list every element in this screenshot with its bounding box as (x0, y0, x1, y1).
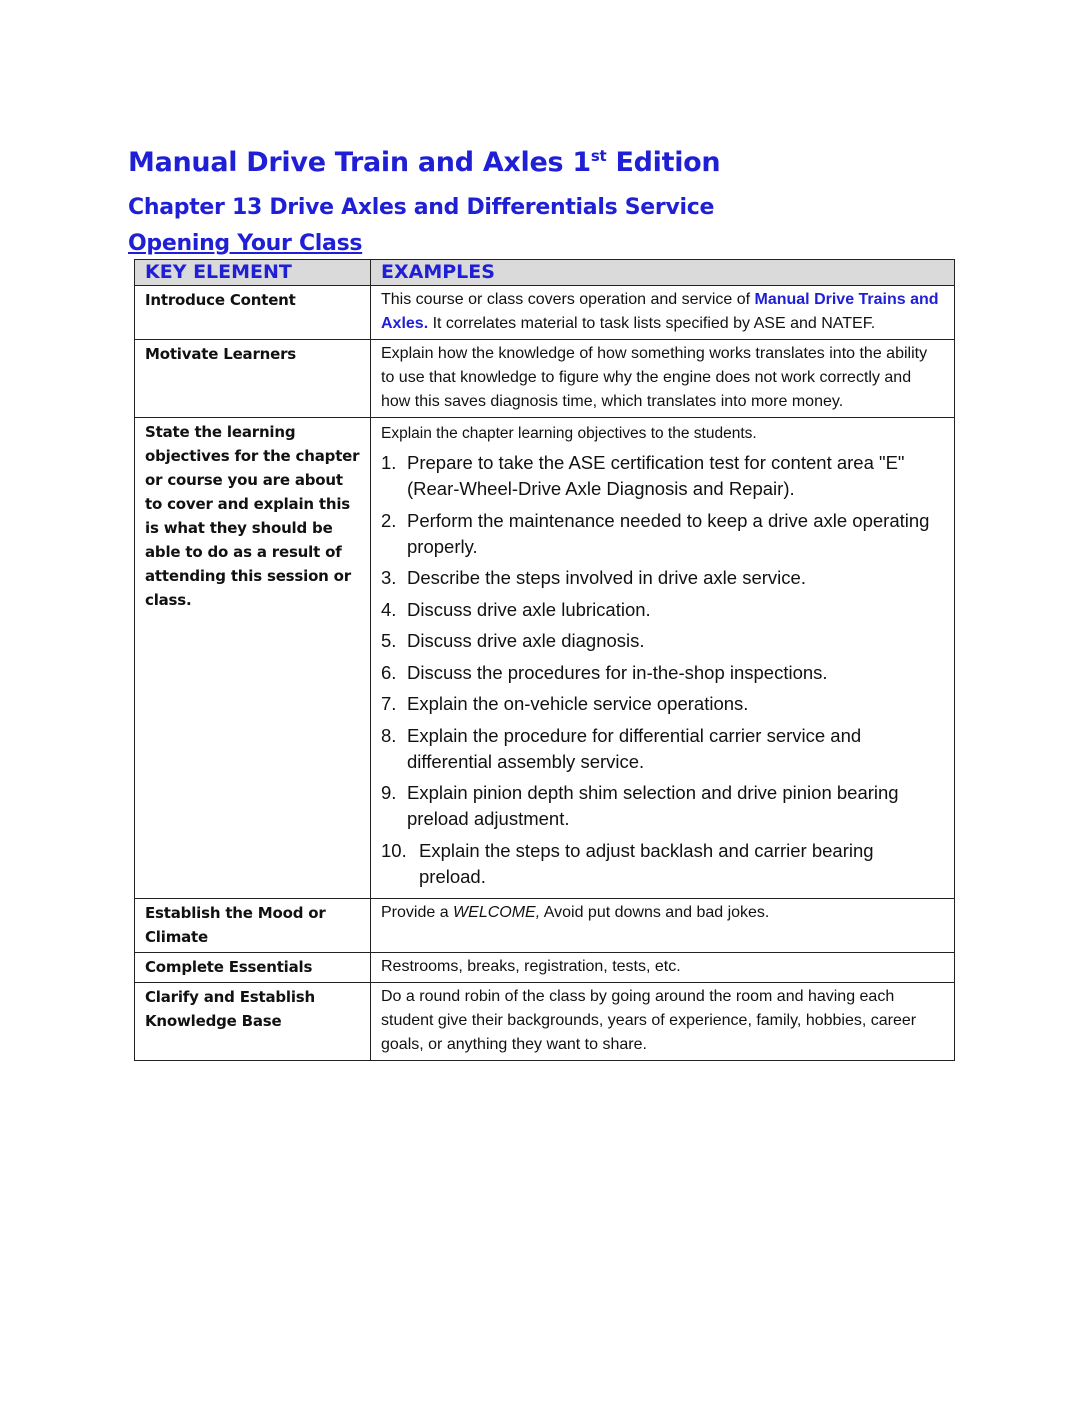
examples-header: EXAMPLES (371, 260, 955, 286)
list-item (381, 723, 944, 775)
knowledge-base-example: Do a round robin of the class by going around the room and having each student give their backgrounds, years of experience, family, hobbies, career goals, or anything they want to share. (371, 983, 955, 1061)
mood-climate-key: Establish the Mood or Climate (135, 899, 371, 953)
list-item-number: 9. (381, 782, 397, 803)
intro-pre: This course or class covers operation and service of (381, 291, 755, 308)
welcome-emphasis: WELCOME, (453, 904, 541, 921)
list-item-text: Describe the steps involved in drive axle service. (407, 567, 806, 588)
list-item (381, 508, 944, 560)
list-item-number: 6. (381, 661, 397, 683)
list-item-number: 10. (381, 839, 407, 861)
table-row (135, 340, 955, 418)
introduce-content-example (371, 286, 955, 340)
mood-climate-example (371, 899, 955, 953)
list-item-text: Explain pinion depth shim selection and drive pinion bearing preload adjustment. (407, 782, 899, 829)
objectives-intro: Explain the chapter learning objectives to the students. (381, 425, 757, 442)
list-item-text: Prepare to take the ASE certification test for content area "E" (Rear-Wheel-Drive Axle Diagnosis and Repair). (407, 452, 905, 499)
complete-essentials-example: Restrooms, breaks, registration, tests, etc. (371, 953, 955, 983)
list-item-number: 8. (381, 724, 397, 746)
motivate-learners-example: Explain how the knowledge of how something works translates into the ability to use that knowledge to figure why the engine does not work correctly and how this saves diagnosis time, which translates into more money. (371, 340, 955, 418)
table-row (135, 953, 955, 983)
introduce-content-key: Introduce Content (135, 286, 371, 340)
complete-essentials-key: Complete Essentials (135, 953, 371, 983)
list-item-number: 7. (381, 693, 397, 714)
table-row (135, 899, 955, 953)
objectives-list (381, 450, 944, 890)
list-item-number: 1. (381, 452, 397, 473)
document-title (128, 147, 720, 178)
list-item-text: Explain the on-vehicle service operations. (407, 693, 749, 714)
lesson-table (134, 259, 955, 1061)
list-item (381, 628, 944, 654)
list-item-text: Perform the maintenance needed to keep a drive axle operating properly. (407, 509, 930, 557)
list-item-text: Discuss drive axle lubrication. (407, 598, 651, 620)
list-item-number: 4. (381, 598, 397, 620)
list-item-text: Explain the steps to adjust backlash and carrier bearing preload. (419, 839, 874, 887)
list-item-number: 5. (381, 630, 397, 651)
list-item (381, 780, 944, 832)
title-tail: Edition (606, 147, 721, 178)
table-row (135, 983, 955, 1061)
list-item-text: Discuss the procedures for in-the-shop inspections. (407, 661, 828, 683)
list-item (381, 691, 944, 717)
list-item (381, 450, 944, 502)
table-header-row (135, 260, 955, 286)
mood-post: Avoid put downs and bad jokes. (540, 904, 770, 921)
list-item (381, 660, 944, 686)
mood-pre: Provide a (381, 904, 454, 921)
intro-post: It correlates material to task lists specified by ASE and NATEF. (428, 315, 876, 332)
learning-objectives-example (371, 418, 955, 899)
chapter-heading: Chapter 13 Drive Axles and Differentials Service (128, 195, 715, 220)
table-row (135, 286, 955, 340)
list-item-number: 2. (381, 509, 397, 531)
course-name-highlight: Manual Drive Trains and Axles. (381, 291, 939, 332)
learning-objectives-key: State the learning objectives for the chapter or course you are about to cover and explain this is what they should be able to do as a result of attending this session or class. (135, 418, 371, 899)
list-item-text: Discuss drive axle diagnosis. (407, 630, 645, 651)
section-heading: Opening Your Class (128, 231, 363, 256)
list-item-number: 3. (381, 567, 397, 588)
list-item-text: Explain the procedure for differential carrier service and differential assembly service. (407, 724, 862, 772)
knowledge-base-key: Clarify and Establish Knowledge Base (135, 983, 371, 1061)
title-superscript: st (590, 147, 607, 165)
list-item (381, 597, 944, 623)
title-main: Manual Drive Train and Axles 1 (128, 147, 591, 178)
key-element-header: KEY ELEMENT (135, 260, 371, 286)
table-row (135, 418, 955, 899)
list-item (381, 565, 944, 591)
list-item (381, 838, 944, 890)
motivate-learners-key: Motivate Learners (135, 340, 371, 418)
